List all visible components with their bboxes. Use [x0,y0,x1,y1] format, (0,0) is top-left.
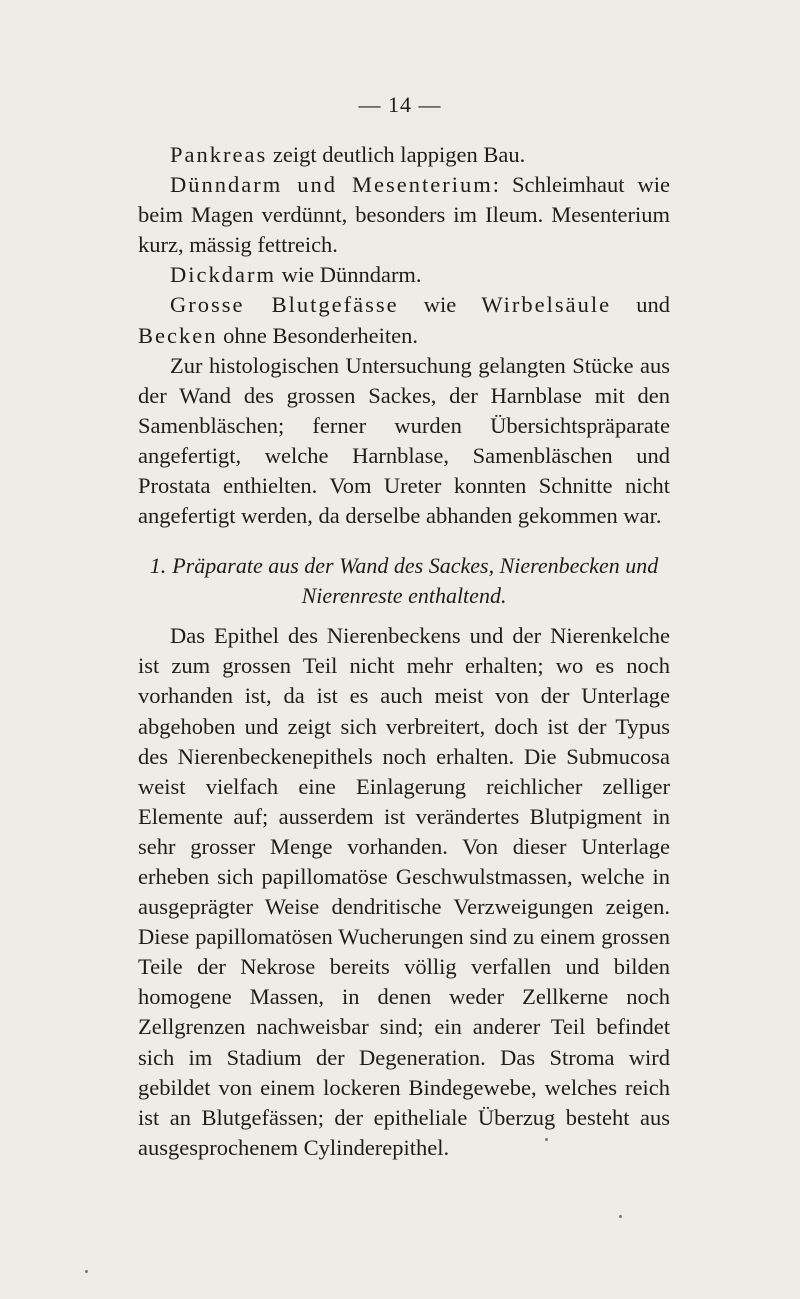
section-number: 1. [149,553,167,579]
paper-speck [85,1270,88,1273]
term-wirbelsaeule: Wirbelsäule [481,292,612,318]
paragraph-blutgefaesse [138,290,670,350]
paragraph-blutgefaesse-mid: wie [398,292,482,318]
paragraph-dickdarm-text: wie Dünndarm. [275,262,422,288]
paper-speck [545,1138,548,1141]
section-title: Präparate aus der Wand des Sackes, Nierenbecken und Nierenreste enthaltend. [172,553,659,609]
paper-speck [619,1215,622,1218]
term-dickdarm: Dickdarm [170,262,276,288]
paragraph-epithel: Das Epithel des Nierenbeckens und der Nierenkelche ist zum grossen Teil nicht mehr erhalten; wo es noch vorhanden ist, da ist es auch meist von der Unterlage abgehoben und zeigt sich verbreitert, doch ist der Typus des Nierenbeckenepithels noch erhalten. Die Submucosa weist vielfach eine Einlagerung reichlicher zelliger Elemente auf; ausserdem ist verändertes Blutpigment in sehr grosser Menge vorhanden. Von dieser Unterlage erheben sich papillomatöse Geschwulstmassen, welche in ausgeprägter Weise dendritische Verzweigungen zeigen. Diese papillomatösen Wucherungen sind zu einem grossen Teile der Nekrose bereits völlig verfallen und bilden homogene Massen, in denen weder Zellkerne noch Zellgrenzen nachweisbar sind; ein anderer Teil befindet sich im Stadium der Degeneration. Das Stroma wird gebildet von einem lockeren Bindegewebe, welches reich ist an Blutgefässen; der epitheliale Überzug besteht aus ausgesprochenem Cylinderepithel. [138,623,670,1160]
paragraph-duenndarm-text: : Schleimhaut wie beim Magen verdünnt, besonders im Ileum. Mesenterium kurz, mässig fettreich. [138,172,671,258]
term-blutgefaesse: Grosse Blutgefässe [170,292,399,318]
term-becken: Becken [138,322,218,348]
paragraph-histologie: Zur histologischen Untersuchung gelangten Stücke aus der Wand des grossen Sackes, der Harnblase mit den Samenbläschen; ferner wurden Übersichtspräparate angefertigt, welche Harnblase, Samenbläschen und Prostata enthielten. Vom Ureter konnten Schnitte nicht angefertigt werden, da derselbe abhanden gekommen war. [138,352,670,529]
paragraph-blutgefaesse-text: ohne Besonderheiten. [217,322,419,348]
page-number: — 14 — [358,92,442,117]
paragraph-pankreas [138,140,670,170]
paragraph-dickdarm [138,260,670,290]
paragraph-duenndarm [138,170,670,260]
section-heading [138,551,670,611]
paragraph-pankreas-text: zeigt deutlich lappigen Bau. [267,142,526,167]
text-block [138,140,670,1163]
term-pankreas: Pankreas [170,142,268,167]
term-duenndarm: Dünndarm und Mesenterium [170,172,493,198]
paragraph-blutgefaesse-mid2: und [611,292,671,318]
